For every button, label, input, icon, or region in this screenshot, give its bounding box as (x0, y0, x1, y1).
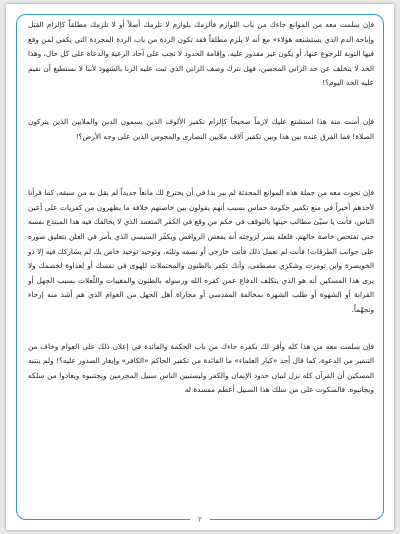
paragraph-1: فإن سلمت معه من الموانع جاءك من باب اللوازم فألزمك بلوازم لا تلزمك أصلاً أو لا تلزمك مطلقاً كإلزام القتل وإباحة الدم الذي يستشنعه هؤلاء» مع أنه لا يلزم مطلقاً فقد تكون الردة من باب الردة المجردة التي يكفي لمن وقع فيها التوبة للرجوع عنها، أو يكون غير مقدور عليه، وإقامة الحدود لا تجب على آحاد الرعية والدعاة على كل حال، وهذا الحد لا يتخلف عن حد الزاني المحصن، فهل نترك وصف الزاني الذي ثبت عليه الزنا بالشهود لأننا لا نستطيع أن نقيم عليه الحد اليوم؟! (28, 20, 374, 88)
paragraph-3: فإن نجوت معه من جملة هذه الموانع المحدثة لم يبر بدا في أن يخترع لك مانعاً جديداً لم يقل به من سبقه، كما قرأنا لأحدهم أخيراً في منع تكفير حكومة حماس بسبب أنهم يقولون بين خاصتهم خلافه ما يظهرون من كفريات على أعين الناس، فأنت يا سيّئ مطالب حينها بالتوقف في حكم من وقع في الكفر المتعمد الذي لا يخالفك فيه هذا المبتدع نفسه حتى تفتحص خاصة حالهم، فلعله يسر لزوجته أنه يفعض الروافض ويكفّر السيسي الذي يأمر في العلن بتعليق صوره على جوانب الطرقات! فأنت لم تعمل ذلك فأنت خارجي أو نصفه وثلثه، وتوحيد توحيد خاص بك لم يشاركك فيه إلا ذو الخويصرة وابن تومرت وشكري مصطفى، وأنك تكفر بالظنون والمحتملات للهوى في نفسك أو لعداوة لخصمك ولا يرى هذا المسكين أنه هو الذي يتكلف الدفاع عمن كفره الله ورسوله بالظنون والمغيبات واللّعلات بسبب الجهل أو القرابة أو الشهوة أو طلب الشهرة بمخالفة المقدسي أو مجاراة أهل الجهل من العوام الذي هم أشد منه إرجاء وتجهّماً. (27, 188, 374, 314)
page-body (28, 18, 374, 422)
document-page (6, 4, 394, 530)
paragraph-4: فإن سلمت معه من هذا كله وأقر لك بكفره جاءك من باب الحكمة والفائدة في إعلان ذلك على العوام وخاف من التنفير من الدعوة، كما قال أحد «كبار العلماء» ما الفائدة من تكفير الحاكم «الكافر» وإيغار الصدور عليه؟! ولم ينتبه المسكين أن القرآن كله نزل لبيان حدود الإيمان والكفر وليستبين الناس سبيل المجرمين ويجتنبوه ويعادوا من سلكه ويجانبوه. فالسكوت على من سلك هذا السبيل أعظم مفسدة له (28, 341, 374, 395)
paragraph-2: فإن أمنت منه هذا استشنع عليك لازماً صحيحاً كإلزام تكفير الألوف الذين يسمون الدين والملايين الذين يتركون الصلاة! فما الفرق عنده بين هذا وبين تكفير آلاف ملايين النصارى والمجوس الذين على وجه الأرض؟! (28, 116, 374, 141)
page-number-label: ٣ (190, 515, 210, 524)
page-number (6, 515, 394, 524)
